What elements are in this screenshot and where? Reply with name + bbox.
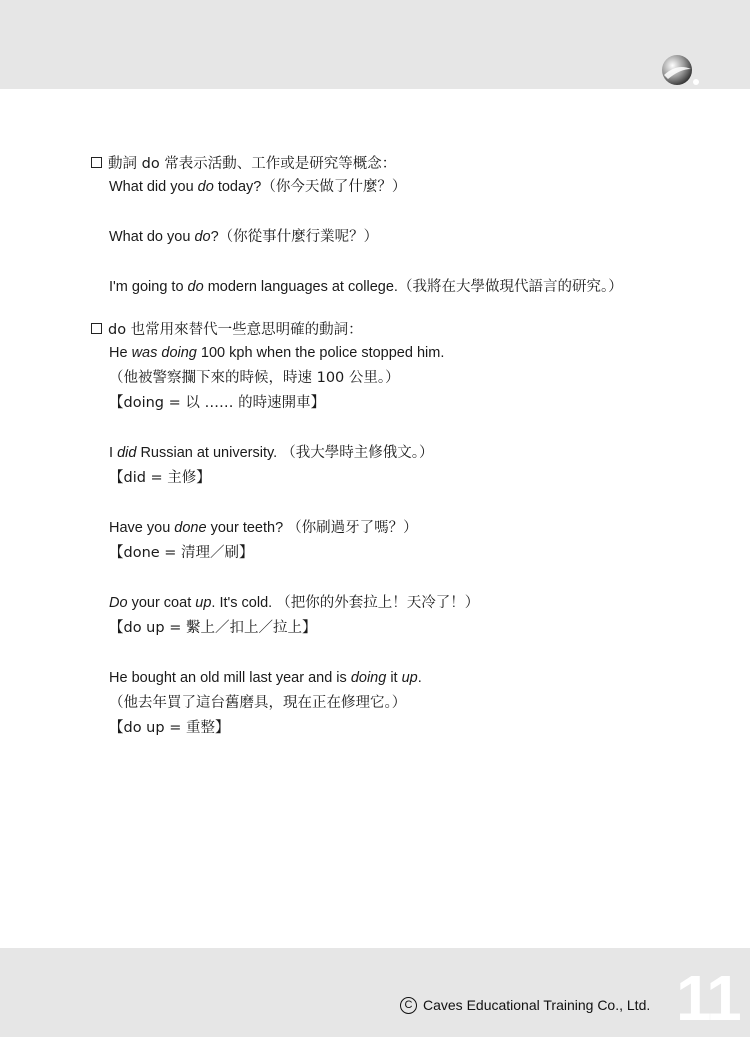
section-heading: do 也常用來替代一些意思明確的動詞： [91, 316, 711, 341]
note: 【did = 主修】 [109, 470, 211, 486]
note: 【doing = 以 …… 的時速開車】 [109, 395, 326, 411]
note: 【done = 清理／刷】 [109, 545, 254, 561]
copyright [400, 993, 650, 1017]
example-sentence: I did Russian at university. （我大學時主修俄文。） [109, 445, 434, 461]
example-sentence: What did you do today?（你今天做了什麼？） [109, 179, 407, 195]
checkbox-bullet-icon [91, 157, 102, 168]
example-sentence: Have you done your teeth? （你刷過牙了嗎？） [109, 520, 418, 536]
header-band [0, 0, 750, 89]
logo-sphere-icon [660, 55, 700, 89]
example-sentence: I'm going to do modern languages at college.（我將在大學做現代語言的研究。） [109, 279, 623, 295]
translation: （他被警察攔下來的時候，時速 100 公里。） [109, 370, 400, 386]
copyright-icon: C [400, 997, 417, 1014]
page-number: 11 [676, 962, 740, 1034]
note: 【do up = 繫上／扣上／拉上】 [109, 620, 317, 636]
checkbox-bullet-icon [91, 323, 102, 334]
example-sentence: He bought an old mill last year and is doing it up. [109, 670, 422, 686]
example-sentence: He was doing 100 kph when the police stopped him. [109, 345, 445, 361]
main-content [91, 150, 711, 757]
copyright-text: Caves Educational Training Co., Ltd. [423, 997, 651, 1013]
example-sentence: What do you do?（你從事什麼行業呢？） [109, 229, 379, 245]
section-do-activities [91, 150, 711, 300]
section-do-substitute [91, 316, 711, 741]
section-heading: 動詞 do 常表示活動、工作或是研究等概念： [91, 150, 711, 175]
example-sentence: Do your coat up. It's cold. （把你的外套拉上！天冷了！） [109, 595, 480, 611]
note: 【do up = 重整】 [109, 720, 230, 736]
translation: （他去年買了這台舊磨具，現在正在修理它。） [109, 695, 407, 711]
